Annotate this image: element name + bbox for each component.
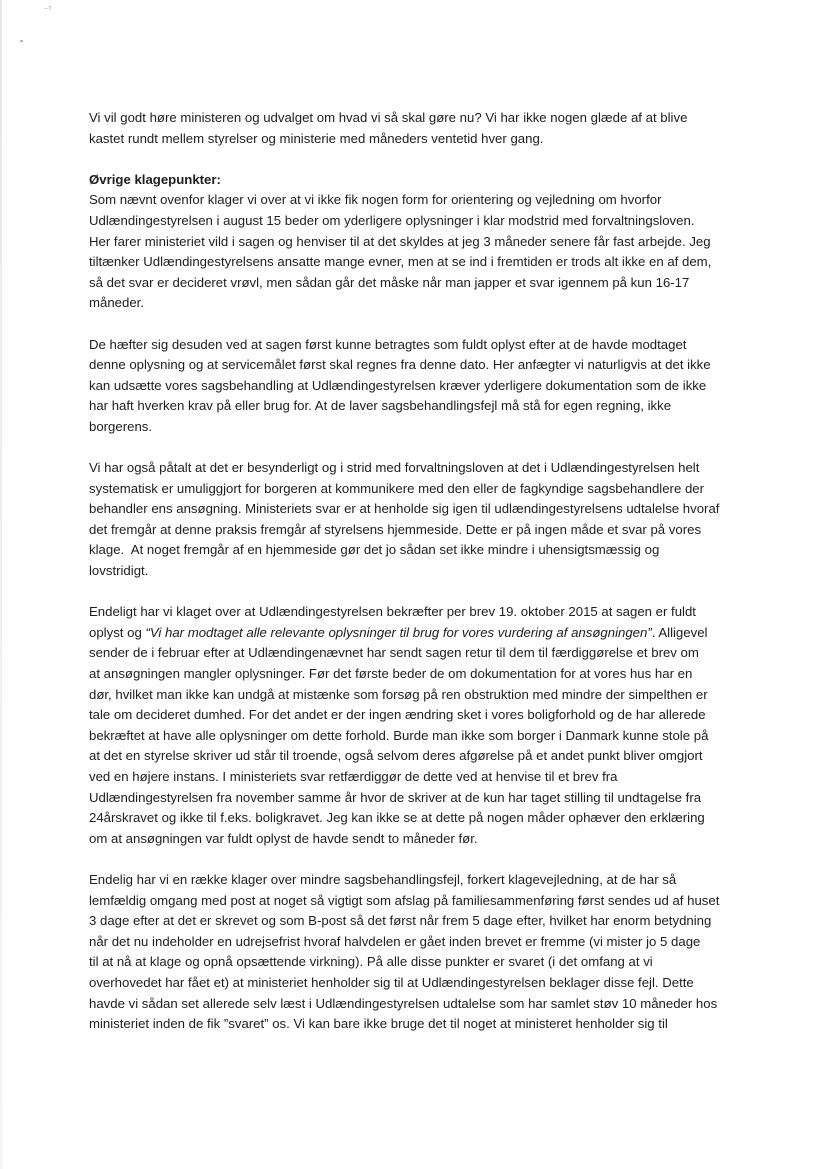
paragraph-intro: [89, 108, 749, 149]
text-line: De hæfter sig desuden ved at sagen først kunne betragtes som fuldt oplyst efter at de havde modtaget: [89, 336, 687, 352]
section-heading: Øvrige klagepunkter:: [89, 171, 221, 187]
paragraph-confirmation-letter: [89, 602, 749, 849]
text-line: Udlændingestyrelsen i august 15 beder om yderligere oplysninger i klar modstrid med forvaltningsloven.: [89, 212, 695, 228]
scan-edge: [0, 0, 2, 1169]
text-line: Her farer ministeriet vild i sagen og henviser til at det skyldes at jeg 3 måneder senere får fast arbejde. Jeg: [89, 233, 711, 249]
scan-speck: [20, 40, 23, 42]
text-line: sender de i februar efter at Udlændingenævnet har sendt sagen retur til dem til færdiggørelse et brev om: [89, 645, 699, 661]
text-line: det fremgår at denne praksis fremgår af styrelsens hjemmeside. Dette er på ingen måde et svar på vores: [89, 521, 702, 537]
text-line: overhovedet har fået et) at ministeriet henholder sig til at Udlændingestyrelsen beklager disse fejl. Dette: [89, 974, 694, 990]
text-line: 24årskravet og ikke til f.eks. boligkravet. Jeg kan ikke se at dette på nogen måder ophæver den erklæring: [89, 810, 705, 826]
paragraph-other-complaints: [89, 170, 749, 314]
text-line: lovstridigt.: [89, 563, 149, 579]
text-line: tiltænker Udlændingestyrelsens ansatte mange evner, men at se ind i fremtiden er trods alt ikke en af dem,: [89, 254, 712, 270]
text-line: Endeligt har vi klaget over at Udlændingestyrelsen bekræfter per brev 19. oktober 2015 at sagen er fuldt: [89, 604, 696, 620]
text-line: til at nå at klage og opnå opsættende virkning). På alle disse punkter er svaret (i det omfang at vi: [89, 954, 653, 970]
text-line: 3 dage efter at det er skrevet og som B-post så det først når frem 5 dage efter, hvilket har enorm betydning: [89, 913, 712, 929]
text-line: behandler ens ansøgning. Ministeriets svar er at henholde sig igen til udlændingestyrelsens udtalelse hvoraf: [89, 501, 720, 517]
text-line: Vi har også påtalt at det er besynderligt og i strid med forvaltningsloven at det i Udlændingestyrelsen helt: [89, 460, 700, 476]
text-line: havde vi sådan set allerede selv læst i Udlændingestyrelsen udtalelse som har samlet støv 10 måneder hos: [89, 995, 718, 1011]
text-line: systematisk er umuliggjort for borgeren at kommunikere med den eller de fagkyndige sagsbehandlere der: [89, 480, 705, 496]
text-line: Endelig har vi en række klager over mindre sagsbehandlingsfejl, forkert klagevejledning, at de har så: [89, 871, 677, 887]
text-line: tale om decideret dumhed. For det andet er der ingen ændring sket i vores boligforhold og de har allerede: [89, 707, 706, 723]
text-line: kastet rundt mellem styrelser og ministerie med måneders ventetid hver gang.: [89, 130, 544, 146]
text-line: når det nu indeholder en udrejsefrist hvoraf halvdelen er gået inden brevet er fremme (vi mister jo 5 dage: [89, 933, 701, 949]
text-line: dør, hvilket man ikke kan undgå at mistænke som forsøg på ren obstruktion med mindre der simpelthen er: [89, 686, 708, 702]
text-line: lemfældig omgang med post at noget så vigtigt som afslag på familiesammenføring først sendes ud af huset: [89, 892, 720, 908]
text-line: at ansøgningen mangler oplysninger. Før det første beder de om dokumentation for at vores hus har en: [89, 666, 693, 682]
paragraph-minor-errors: [89, 870, 749, 1035]
text-line: så det svar er decideret vrøvl, men sådan går det måske når man japper et svar igennem på kun 16-17: [89, 274, 690, 290]
quoted-statement: “Vi har modtaget alle relevante oplysninger til brug for vores vurdering af ansøgningen”: [145, 624, 652, 640]
scan-mark: ⁻ˀ: [43, 5, 53, 17]
text-line: at det en styrelse skriver ud står til troende, også selvom deres afgørelse på et andet punkt bliver omgjort: [89, 748, 703, 764]
text-fragment: oplyst og: [89, 624, 146, 640]
text-line: klage. At noget fremgår af en hjemmeside gør det jo sådan set ikke mindre i uhensigtsmæssig og: [89, 542, 660, 558]
text-line: bekræftet at have alle oplysninger om dette forhold. Burde man ikke som borger i Danmark kunne stole på: [89, 727, 709, 743]
text-line: ved en højere instans. I ministeriets svar retfærdiggør de dette ved at henvise til et brev fra: [89, 769, 618, 784]
text-line: har haft hverken krav på eller brug for. At de laver sagsbehandlingsfejl må stå for egen regning, ikke: [89, 398, 672, 414]
letter-body: [89, 108, 749, 1035]
text-line: Som nævnt ovenfor klager vi over at vi ikke fik nogen form for orientering og vejledning om hvorfor: [89, 192, 662, 208]
text-line: Vi vil godt høre ministeren og udvalget om hvad vi så skal gøre nu? Vi har ikke nogen glæde af at blive: [89, 110, 688, 125]
text-line: ministeriet inden de fik ”svaret” os. Vi kan bare ikke bruge det til noget at ministeret henholder sig til: [89, 1016, 668, 1032]
text-line: borgerens.: [89, 418, 153, 434]
text-line: om at ansøgningen var fuldt oplyst de havde sendt to måneder før.: [89, 830, 478, 846]
text-line: måneder.: [89, 295, 144, 311]
text-line: Udlændingestyrelsen fra november samme år hvor de skriver at de kun har taget stilling til undtagelse fra: [89, 789, 702, 805]
paragraph-service-target: [89, 335, 749, 438]
text-fragment: . Alligevel: [651, 624, 708, 640]
paragraph-communication: [89, 458, 749, 582]
text-line: denne oplysning og at servicemålet først skal regnes fra denne dato. Her anfægter vi naturligvis at det ikke: [89, 357, 711, 373]
text-line: kan udsætte vores sagsbehandling at Udlændingestyrelsen kræver yderligere dokumentation som de ikke: [89, 377, 707, 393]
text-line-with-quote: [89, 623, 749, 644]
